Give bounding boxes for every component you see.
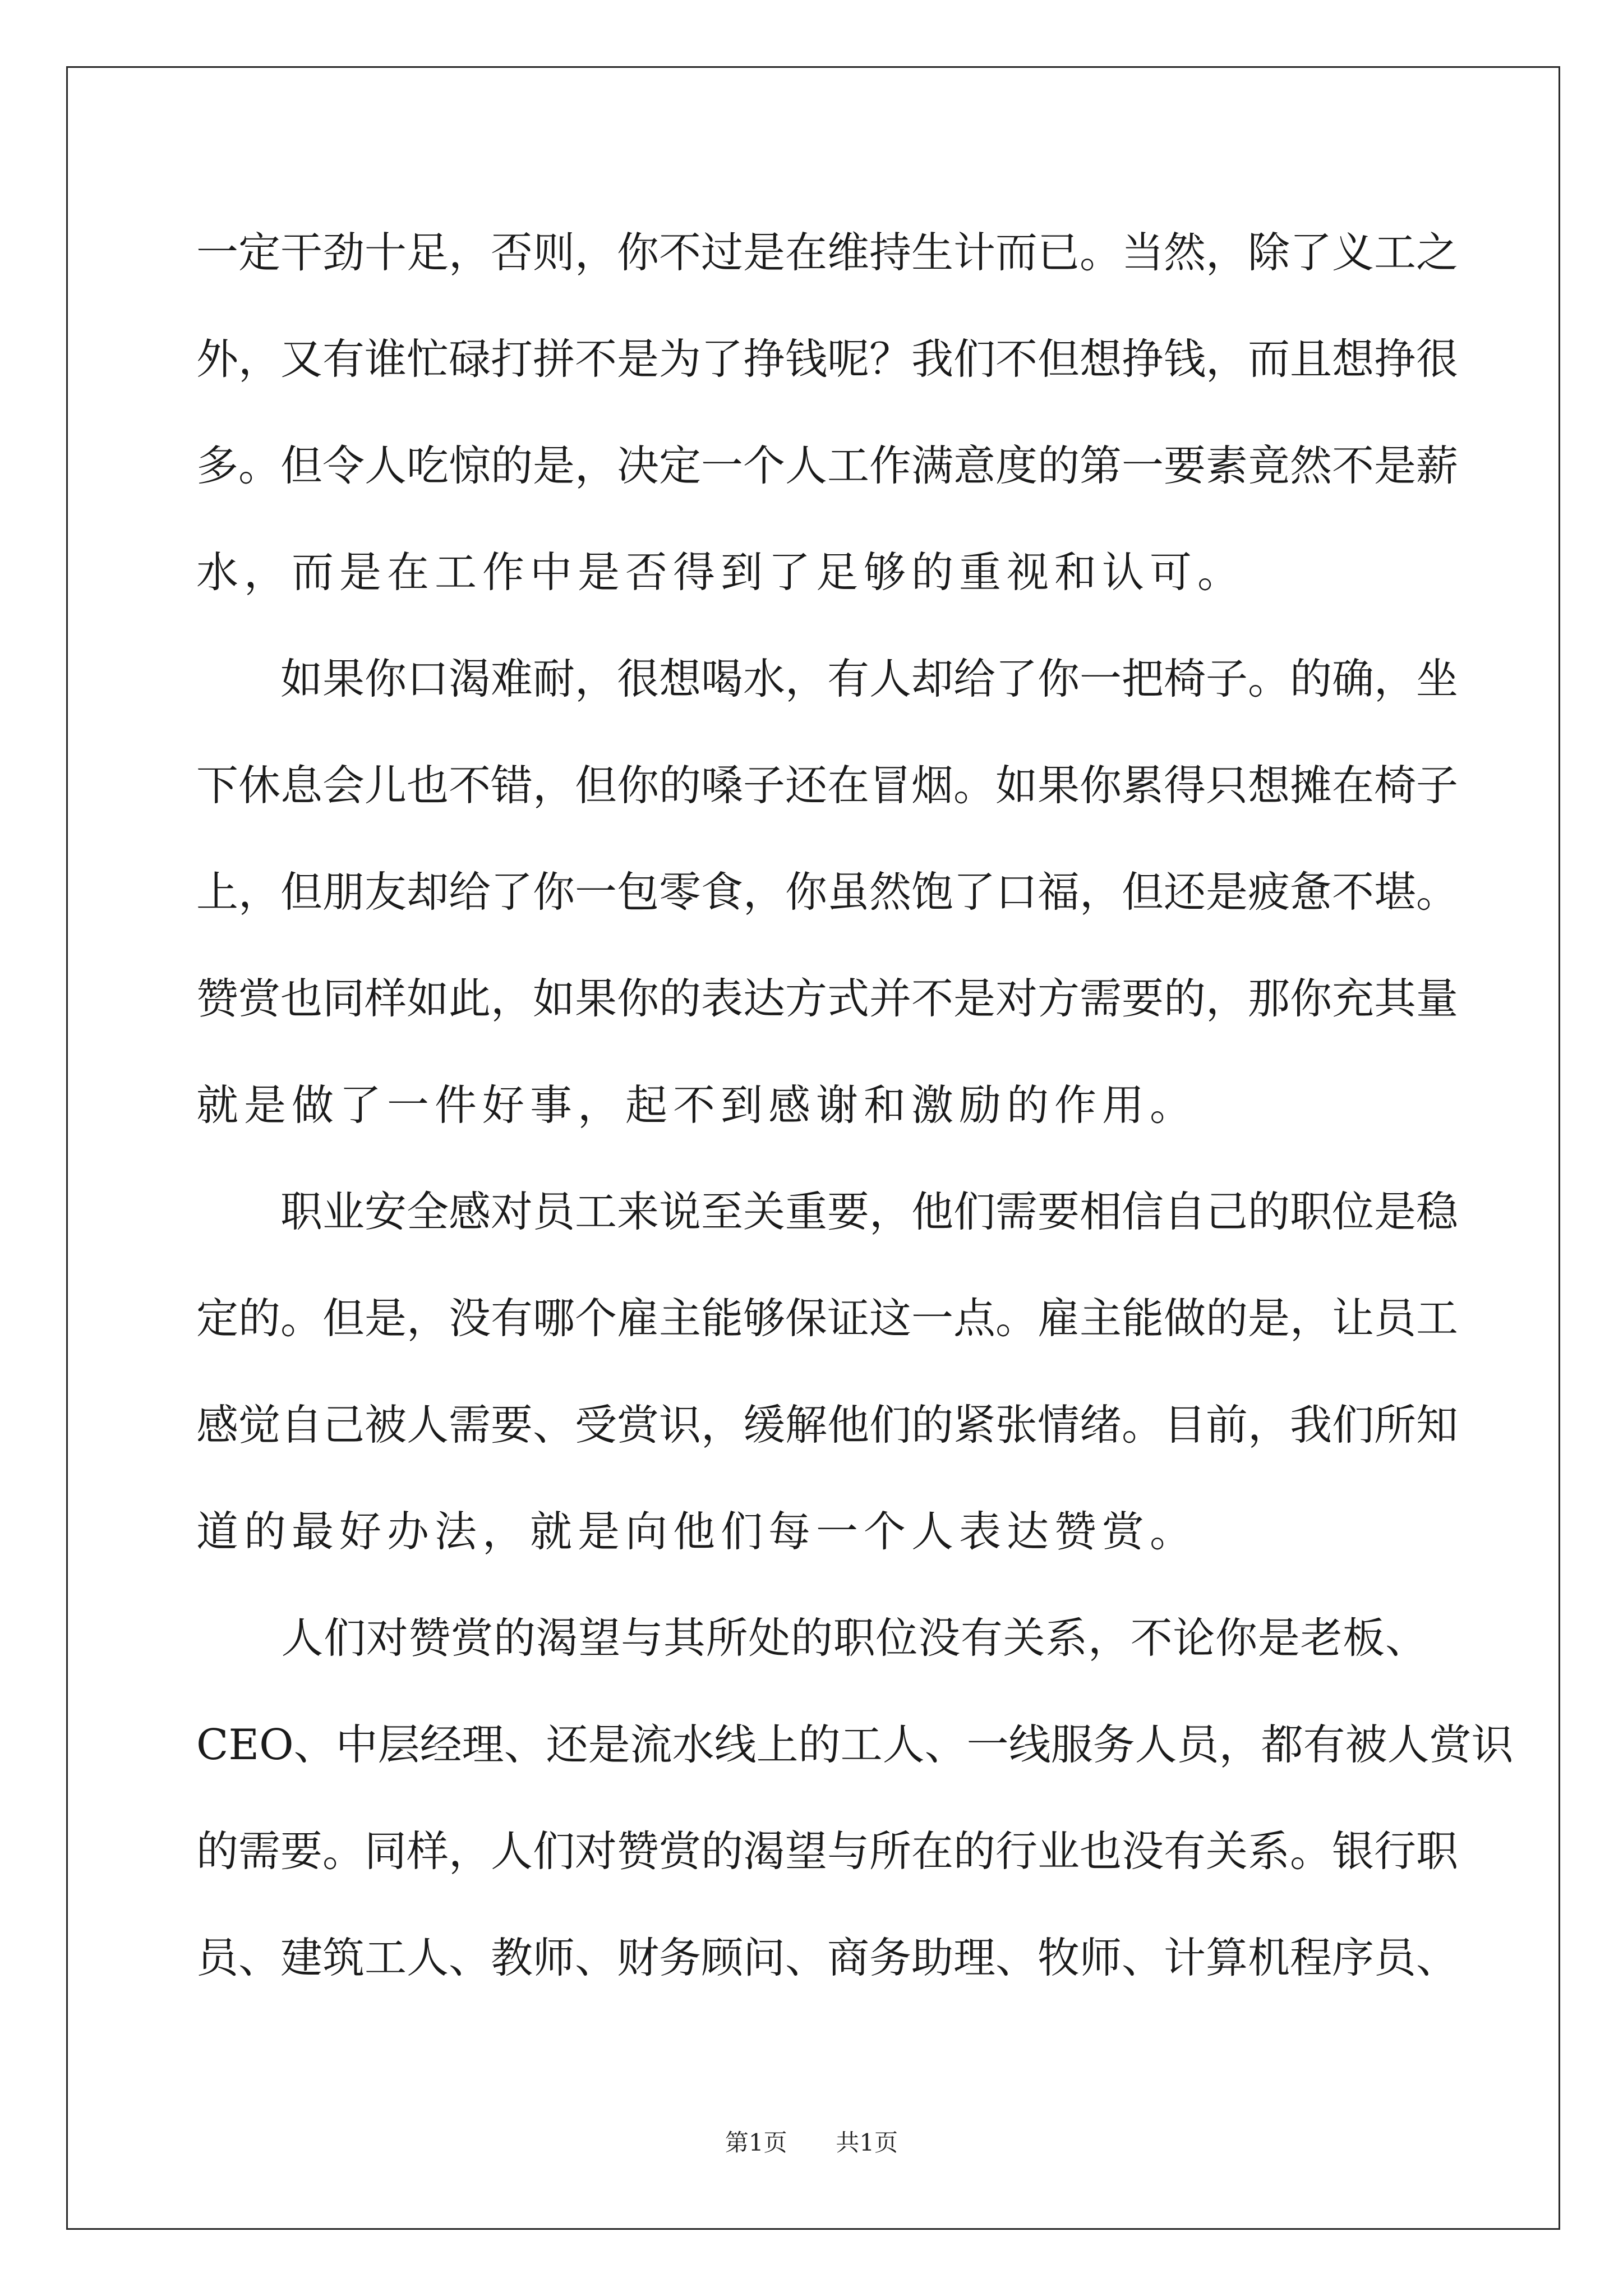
- text-line: 人们对赞赏的渴望与其所处的职位没有关系，不论你是老板、: [196, 1613, 1427, 1663]
- text-line: 就是做了一件好事，起不到感谢和激励的作用。: [196, 1080, 1198, 1130]
- text-line: 上，但朋友却给了你一包零食，你虽然饱了口福，但还是疲惫不堪。: [196, 867, 1459, 917]
- text-line: 外，又有谁忙碌打拼不是为了挣钱呢？我们不但想挣钱，而且想挣很: [196, 334, 1459, 384]
- text-line: 职业安全感对员工来说至关重要，他们需要相信自己的职位是稳: [196, 1187, 1459, 1236]
- text-line: 道的最好办法，就是向他们每一个人表达赞赏。: [196, 1507, 1198, 1556]
- text-line: 多。但令人吃惊的是，决定一个人工作满意度的第一要素竟然不是薪: [196, 441, 1459, 490]
- page-total: 共1页: [836, 2129, 898, 2156]
- text-line: 水，而是在工作中是否得到了足够的重视和认可。: [196, 547, 1246, 597]
- page-footer: [0, 2126, 1623, 2160]
- text-line: 的需要。同样，人们对赞赏的渴望与所在的行业也没有关系。银行职: [196, 1826, 1459, 1876]
- text-line: CEO、中层经理、还是流水线上的工人、一线服务人员，都有被人赏识: [196, 1720, 1514, 1769]
- page-number: 第1页: [725, 2129, 787, 2156]
- text-line: 赞赏也同样如此，如果你的表达方式并不是对方需要的，那你充其量: [196, 974, 1459, 1023]
- text-line: 下休息会儿也不错，但你的嗓子还在冒烟。如果你累得只想摊在椅子: [196, 761, 1459, 810]
- text-line: 定的。但是，没有哪个雇主能够保证这一点。雇主能做的是，让员工: [196, 1294, 1459, 1343]
- text-line: 员、建筑工人、教师、财务顾问、商务助理、牧师、计算机程序员、: [196, 1933, 1459, 1982]
- text-line: 如果你口渴难耐，很想喝水，有人却给了你一把椅子。的确，坐: [196, 654, 1459, 703]
- text-line: 一定干劲十足，否则，你不过是在维持生计而已。当然，除了义工之: [196, 228, 1459, 277]
- text-line: 感觉自己被人需要、受赏识，缓解他们的紧张情绪。目前，我们所知: [196, 1400, 1459, 1450]
